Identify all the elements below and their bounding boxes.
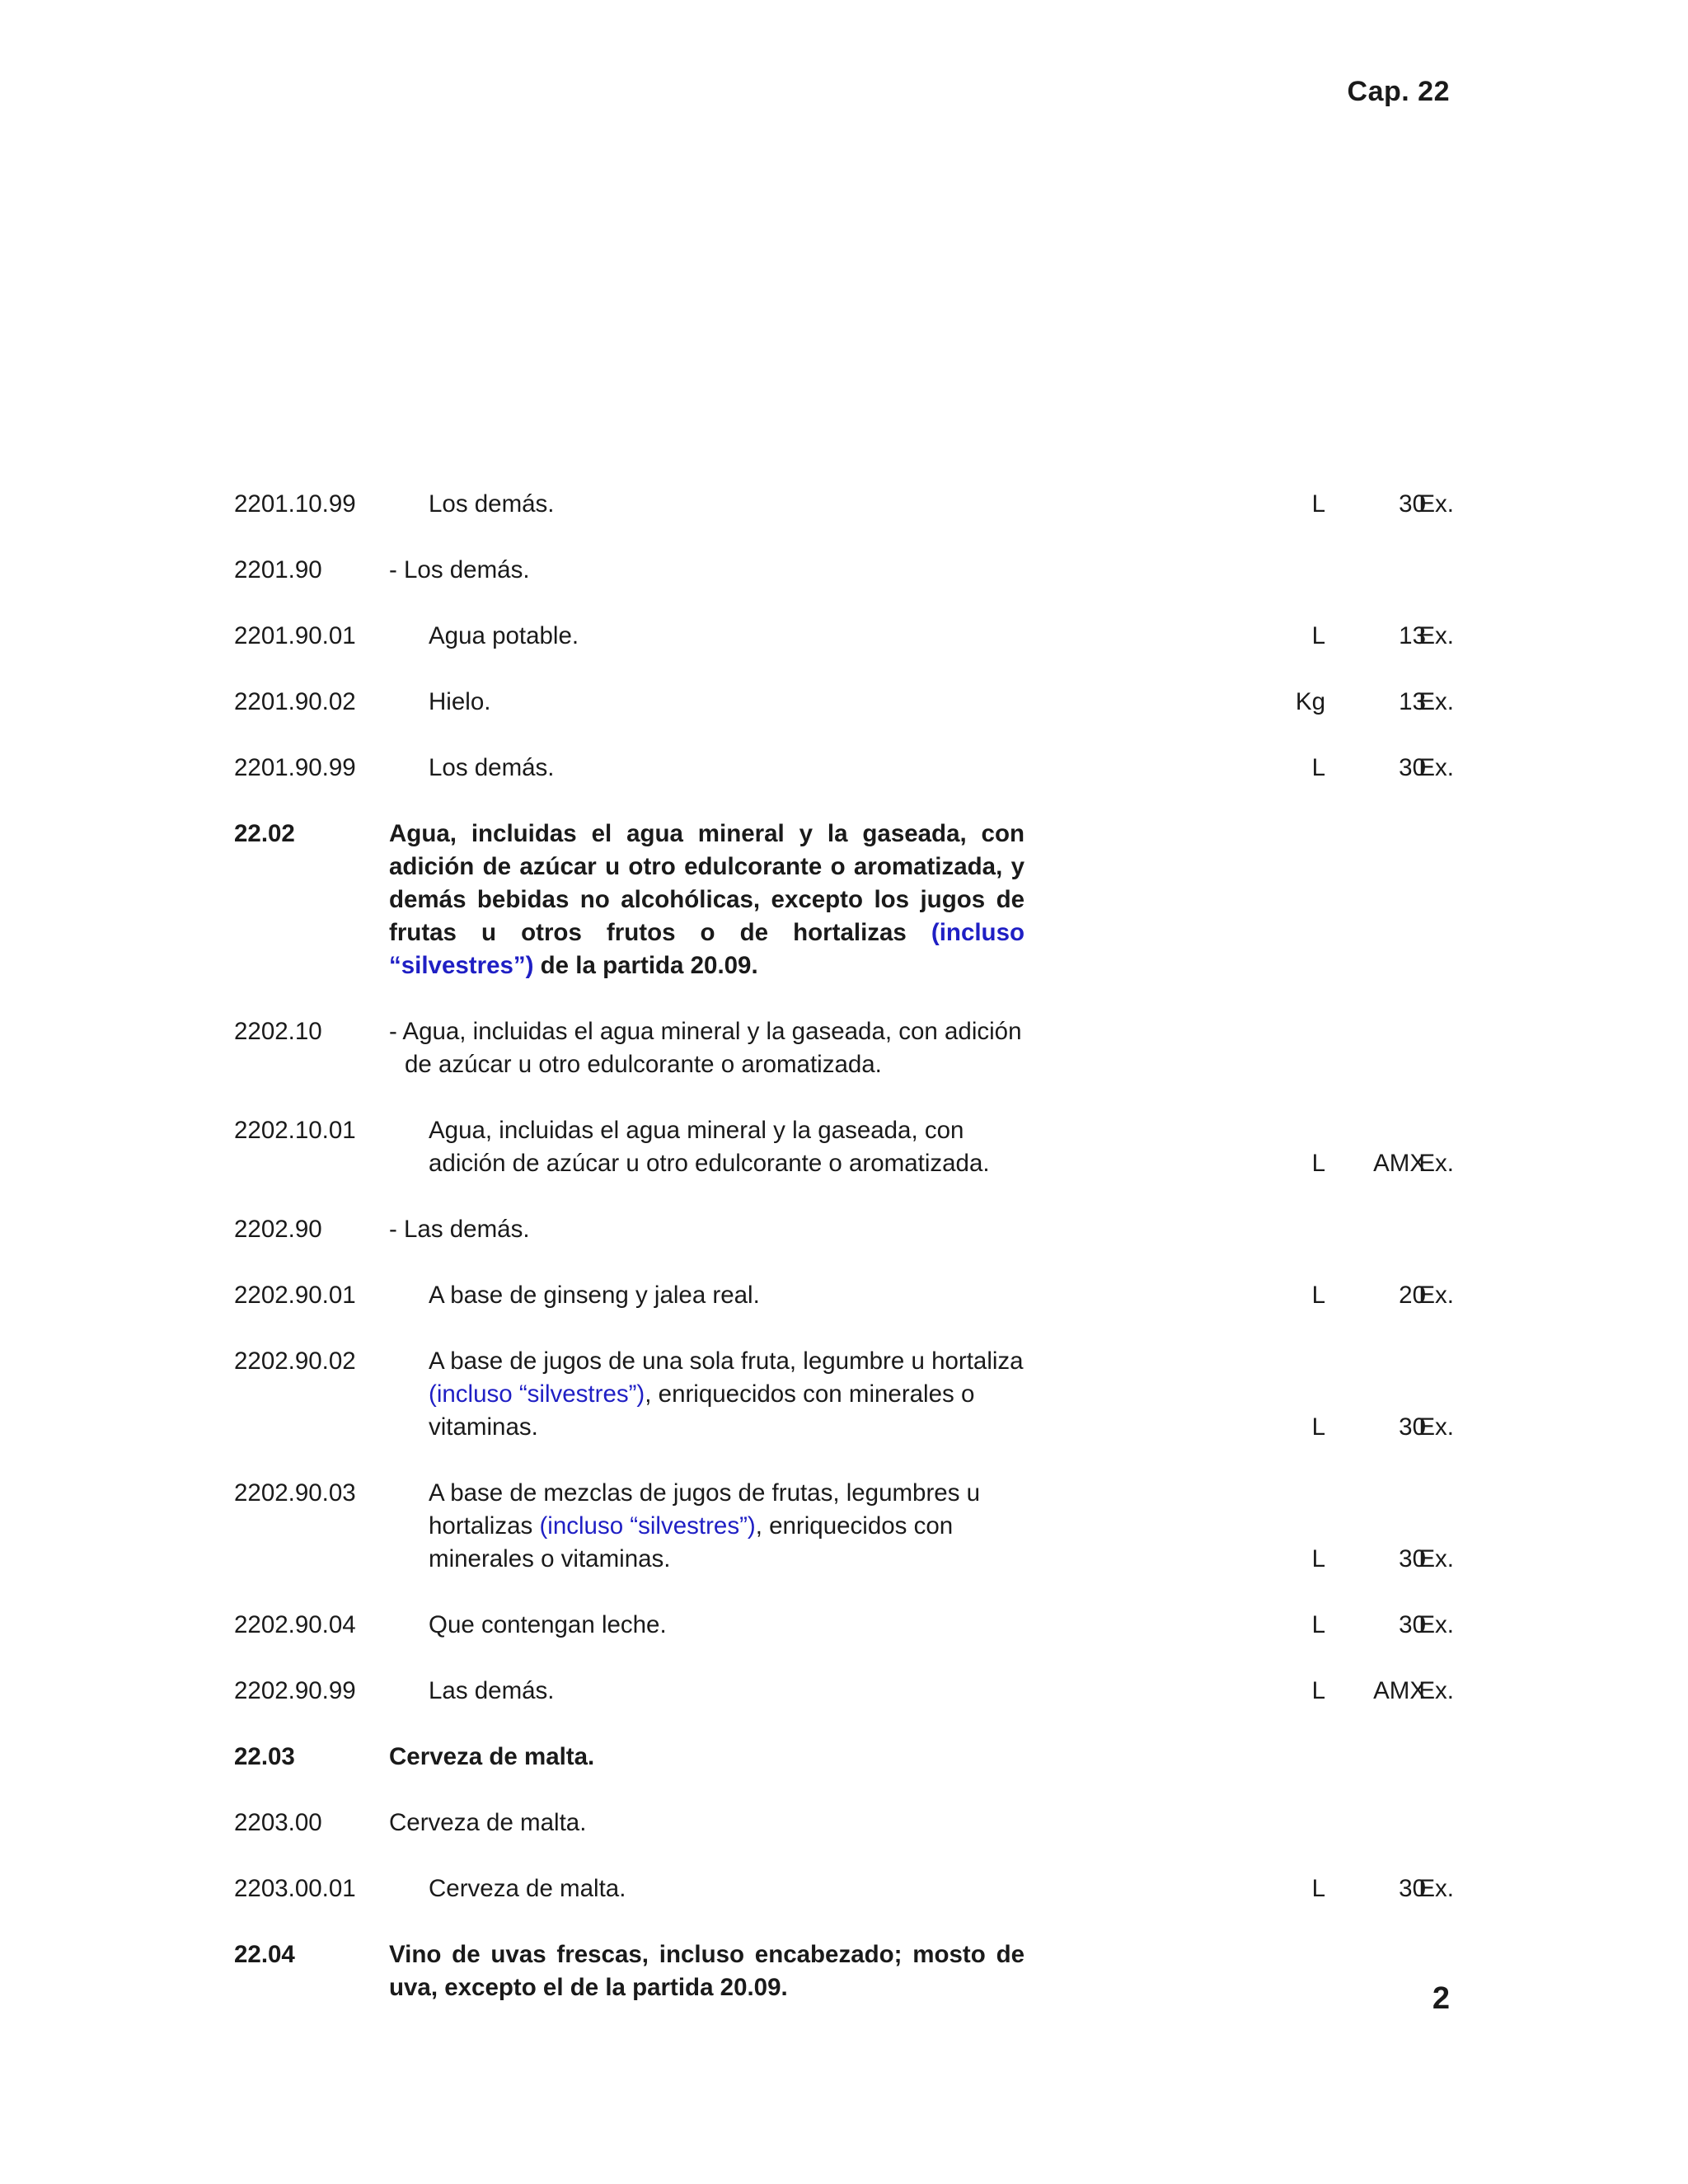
unit: L [1311, 622, 1325, 649]
table-row [234, 554, 1454, 587]
tariff-code: 2202.10.01 [234, 1117, 356, 1144]
highlighted-text: (incluso “silvestres”) [429, 1380, 645, 1408]
description: Las demás. [429, 1677, 555, 1704]
rate: 30 [1399, 1413, 1426, 1441]
tariff-code: 2202.90.02 [234, 1347, 356, 1375]
tariff-code: 2202.90.99 [234, 1677, 356, 1704]
table-row [234, 686, 1454, 719]
tariff-code: 2201.90.01 [234, 622, 356, 649]
heading-code: 22.03 [234, 1743, 295, 1770]
description: - Agua, incluidas el agua mineral y la gaseada, con adición de azúcar u otro edulcorante o aromatizada. [389, 1018, 1022, 1078]
table-row [234, 1872, 1454, 1905]
highlighted-text: (incluso “silvestres”) [539, 1512, 756, 1540]
description: A base de ginseng y jalea real. [429, 1282, 760, 1309]
tariff-code: 2202.90.03 [234, 1479, 356, 1507]
description: Agua, incluidas el agua mineral y la gaseada, con adición de azúcar u otro edulcorante o aromatizada. [429, 1117, 990, 1177]
unit: L [1311, 1545, 1325, 1572]
unit: Kg [1295, 688, 1325, 715]
description: Cerveza de malta. [389, 1809, 587, 1836]
table-row [234, 1477, 1454, 1576]
rate: 30 [1399, 490, 1426, 518]
tariff-code: 2203.00 [234, 1809, 322, 1836]
tariff-code: 2203.00.01 [234, 1875, 356, 1902]
unit: L [1311, 754, 1325, 781]
rate: 30 [1399, 754, 1426, 781]
description: Los demás. [429, 490, 555, 518]
import-status: Ex. [1418, 622, 1454, 649]
heading-row [234, 818, 1454, 982]
rate: AMX [1373, 1677, 1426, 1704]
table-row [234, 752, 1454, 785]
tariff-code: 2201.90.02 [234, 688, 356, 715]
unit: L [1311, 1875, 1325, 1902]
description: Cerveza de malta. [429, 1875, 626, 1902]
import-status: Ex. [1418, 1413, 1454, 1441]
tariff-code: 2201.90 [234, 556, 322, 583]
table-row [234, 1114, 1454, 1180]
description [429, 1345, 1025, 1444]
unit: L [1311, 1413, 1325, 1441]
heading-description: Cerveza de malta. [389, 1743, 595, 1770]
rate: 30 [1399, 1611, 1426, 1638]
rate: 13 [1399, 622, 1426, 649]
tariff-code: 2202.90.04 [234, 1611, 356, 1638]
import-status: Ex. [1418, 490, 1454, 518]
unit: L [1311, 1677, 1325, 1704]
description-text: A base de jugos de una sola fruta, legumbre u hortaliza [429, 1347, 1024, 1375]
rate: AMX [1373, 1150, 1426, 1177]
rate: 20 [1399, 1282, 1426, 1309]
heading-code: 22.02 [234, 820, 295, 847]
table-row [234, 1675, 1454, 1708]
import-status: Ex. [1418, 1282, 1454, 1309]
import-status: Ex. [1418, 1545, 1454, 1572]
unit: L [1311, 1282, 1325, 1309]
description-text: , enriquecidos con minerales o vitaminas. [429, 1512, 954, 1572]
table-row [234, 488, 1454, 521]
description: Agua potable. [429, 622, 579, 649]
rate: 30 [1399, 1875, 1426, 1902]
tariff-code: 2201.90.99 [234, 754, 356, 781]
unit: L [1311, 490, 1325, 518]
heading-code: 22.04 [234, 1941, 295, 1968]
tariff-code: 2202.90 [234, 1216, 322, 1243]
import-status: Ex. [1418, 1611, 1454, 1638]
rate: 13 [1399, 688, 1426, 715]
table-row [234, 1213, 1454, 1246]
heading-row [234, 1938, 1454, 2004]
import-status: Ex. [1418, 1150, 1454, 1177]
table-row [234, 620, 1454, 653]
rate: 30 [1399, 1545, 1426, 1572]
table-row [234, 1807, 1454, 1840]
tariff-table [234, 488, 1454, 2037]
page-number: 2 [1432, 1981, 1450, 2016]
description: - Los demás. [389, 556, 530, 583]
heading-description [389, 818, 1025, 982]
table-row [234, 1015, 1454, 1081]
import-status: Ex. [1418, 754, 1454, 781]
description-text: , enriquecidos con minerales o vitaminas. [429, 1380, 975, 1441]
description [429, 1477, 1025, 1576]
description: - Las demás. [389, 1216, 530, 1243]
import-status: Ex. [1418, 1677, 1454, 1704]
highlighted-text: (incluso “silvestres”) [389, 919, 1025, 979]
tariff-code: 2202.90.01 [234, 1282, 356, 1309]
description: Hielo. [429, 688, 491, 715]
heading-description: Vino de uvas frescas, incluso encabezado; mosto de uva, excepto el de la partida 20.09. [389, 1941, 1025, 2001]
description: Los demás. [429, 754, 555, 781]
description-text: A base de mezclas de jugos de frutas, legumbres u hortalizas [429, 1479, 981, 1540]
table-row [234, 1279, 1454, 1312]
table-row [234, 1609, 1454, 1642]
table-row [234, 1345, 1454, 1444]
import-status: Ex. [1418, 688, 1454, 715]
heading-row [234, 1741, 1454, 1774]
description-text: de la partida 20.09. [533, 952, 758, 979]
tariff-code: 2202.10 [234, 1018, 322, 1045]
import-status: Ex. [1418, 1875, 1454, 1902]
description: Que contengan leche. [429, 1611, 667, 1638]
chapter-header: Cap. 22 [1347, 76, 1450, 107]
unit: L [1311, 1611, 1325, 1638]
description-text: Agua, incluidas el agua mineral y la gaseada, con adición de azúcar u otro edulcorante o aromatizada, y demás bebidas no alcohólicas, excepto los jugos de frutas u otros frutos o de hortalizas [389, 820, 1025, 946]
tariff-code: 2201.10.99 [234, 490, 356, 518]
unit: L [1311, 1150, 1325, 1177]
